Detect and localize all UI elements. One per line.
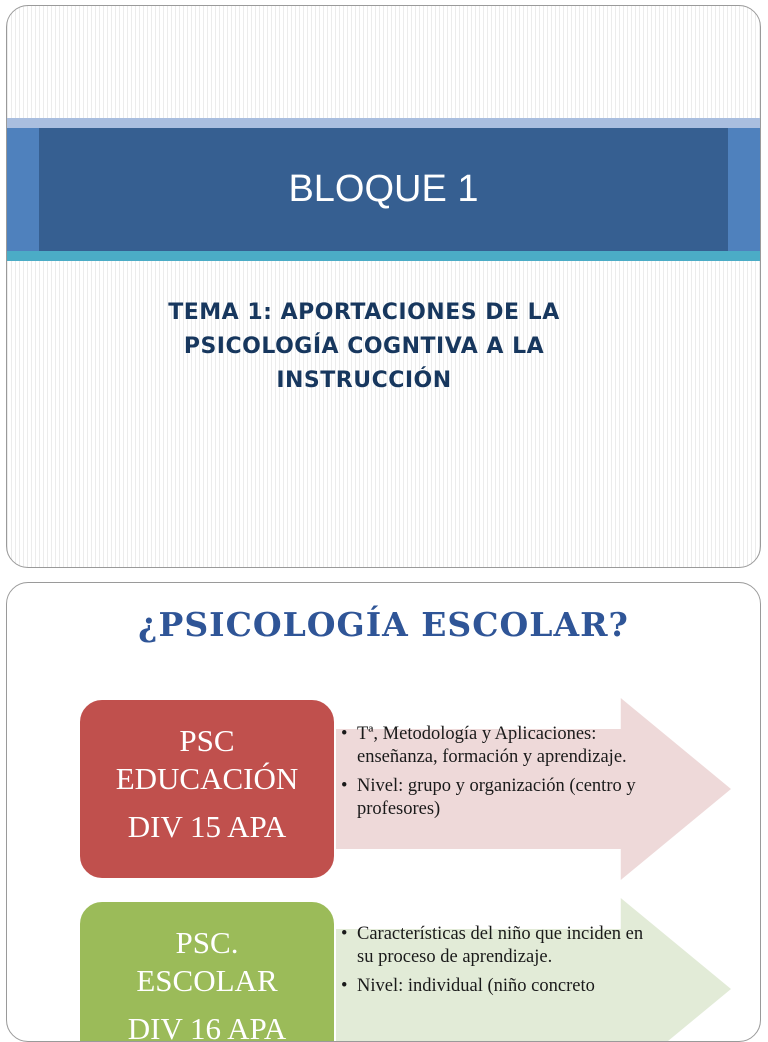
bullet-item: • Características del niño que inciden en su proceso de aprendizaje. — [339, 923, 649, 969]
psc-educacion-box — [78, 698, 336, 880]
box-line: EDUCACIÓN — [115, 761, 299, 796]
title-band — [39, 128, 728, 251]
bullet-item: • Nivel: grupo y organización (centro y profesores) — [339, 775, 649, 821]
escolar-bullet-list — [339, 923, 649, 1004]
slide-1 — [6, 5, 761, 568]
slide-2 — [6, 582, 761, 1042]
bullet-item: • Tª, Metodología y Aplicaciones: enseñanza, formación y aprendizaje. — [339, 723, 649, 769]
bullet-item: • Nivel: individual (niño concreto — [339, 975, 649, 998]
tema-line: TEMA 1: APORTACIONES DE LA — [168, 300, 560, 325]
tema-line: PSICOLOGÍA COGNTIVA A LA — [183, 334, 545, 359]
box-line: DIV 16 APA — [127, 1011, 287, 1042]
educacion-bullet-list — [339, 723, 649, 827]
psc-escolar-box — [78, 900, 336, 1042]
box-line: DIV 15 APA — [127, 809, 287, 844]
box-line: PSC — [179, 723, 235, 758]
box-line: ESCOLAR — [136, 963, 278, 998]
title-band-bottom-stripe — [7, 251, 760, 261]
box-line: PSC. — [175, 925, 239, 960]
title-band-top-stripe — [7, 118, 760, 128]
tema-line: INSTRUCCIÓN — [276, 368, 452, 393]
slide-2-title: ¿PSICOLOGÍA ESCOLAR? — [138, 605, 629, 644]
tema-subtitle — [107, 296, 621, 398]
slide-1-title: BLOQUE 1 — [288, 168, 479, 210]
